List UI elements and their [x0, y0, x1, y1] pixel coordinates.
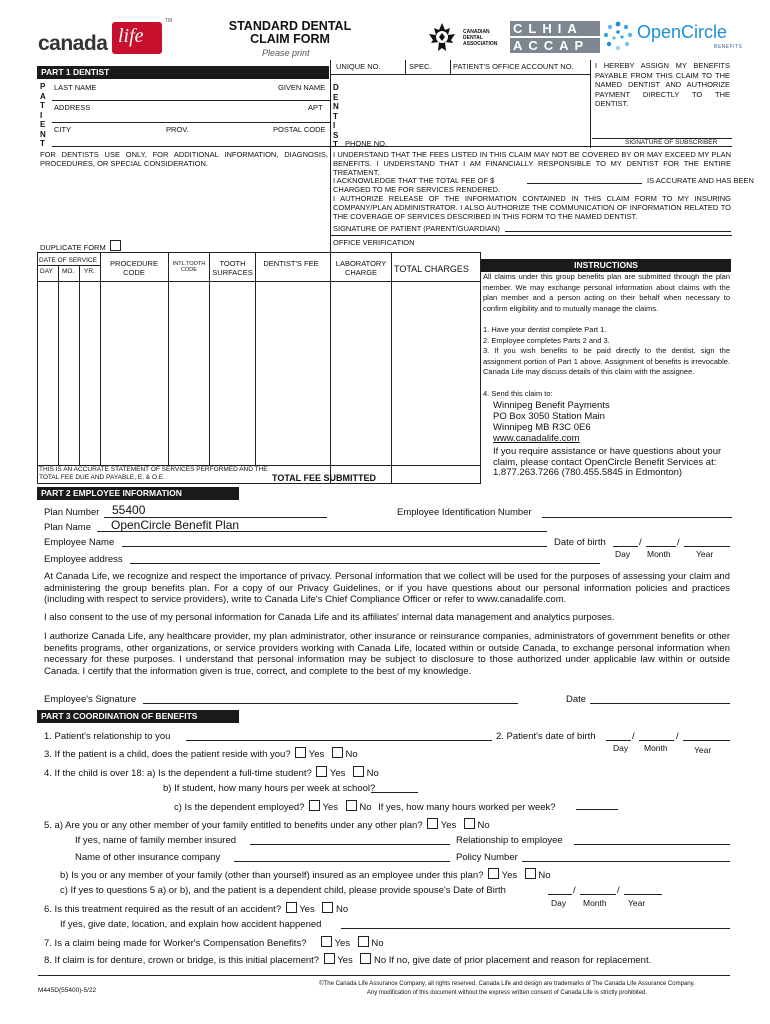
- city-label: CITY: [54, 125, 72, 134]
- part1-top-border: [330, 146, 732, 147]
- dentist-stamp-area[interactable]: [345, 76, 589, 138]
- total-fee-field[interactable]: [527, 183, 642, 184]
- part1-divider: [330, 60, 331, 252]
- q5-relationship-field[interactable]: [574, 844, 730, 845]
- col-fee-end: [330, 252, 331, 484]
- q5a-no-checkbox[interactable]: [464, 818, 475, 829]
- q5a-no-label: No: [477, 820, 490, 831]
- mailing-address-line3: Winnipeg MB R3C 0E6: [493, 422, 591, 433]
- privacy-text: At Canada Life, we recognize and respect the importance of privacy. Personal information that we collect will be used for the purposes of assessing your claim and administering the group benefits plan. For a copy of our Privacy Guidelines, or if you have questions about our personal information policies and practices (including with respect to service providers), write to Canada Life's Chief Compliance Officer or refer to www.canadalife.com.: [44, 571, 730, 605]
- plan-name-value[interactable]: OpenCircle Benefit Plan: [111, 518, 240, 532]
- account-divider: [450, 60, 451, 74]
- q5c-year-field[interactable]: [624, 894, 662, 895]
- q8-no-checkbox[interactable]: [360, 953, 371, 964]
- q2-month-field[interactable]: [639, 740, 674, 741]
- q5-company-label: Name of other insurance company: [75, 852, 221, 863]
- form-title: [215, 20, 365, 46]
- dob-month-caption: Month: [647, 549, 671, 559]
- col-intl-end: [209, 252, 210, 465]
- q2-day-caption: Day: [613, 743, 629, 753]
- q2-year-caption: Year: [694, 745, 712, 755]
- canada-life-logo: canada life TM: [38, 18, 173, 55]
- dob-year-field[interactable]: [684, 546, 730, 547]
- q5b-no-label: No: [538, 870, 551, 881]
- given-name-label: GIVEN NAME: [278, 83, 326, 92]
- col-day-end: [58, 265, 59, 465]
- duplicate-form: [40, 240, 121, 252]
- plan-name-label: Plan Name: [44, 522, 91, 533]
- q3-yes-label: Yes: [308, 749, 325, 760]
- subscriber-signature-label: SIGNATURE OF SUBSCRIBER: [625, 139, 718, 146]
- q7-label: 7. Is a claim being made for Worker's Compensation Benefits?: [44, 938, 307, 949]
- opencircle-sub: BENEFITS: [714, 44, 743, 50]
- q6-label: 6. Is this treatment required as the result of an accident?: [44, 904, 282, 915]
- col-mo-header: MO.: [62, 268, 75, 275]
- instructions-heading: INSTRUCTIONS: [481, 259, 731, 272]
- plan-number-value[interactable]: 55400: [112, 503, 146, 517]
- patient-signature-field[interactable]: [505, 231, 731, 232]
- opencircle-name: OpenCircle: [637, 22, 728, 42]
- q5c-label: c) If yes to questions 5 a) or b), and the patient is a dependent child, please provide spouse's Date of Birth: [60, 885, 506, 896]
- q8-yes-label: Yes: [337, 955, 353, 966]
- dentist-use-text: FOR DENTISTS USE ONLY, FOR ADDITIONAL INFORMATION, DIAGNOSIS, PROCEDURES, OR SPECIAL CONSIDERATION.: [40, 150, 328, 168]
- q5-policy-field[interactable]: [522, 861, 730, 862]
- q4c-no-label: No: [359, 802, 372, 813]
- total-fee-submitted-label: TOTAL FEE SUBMITTED: [272, 473, 377, 483]
- prov-label: PROV.: [166, 125, 189, 134]
- col-date-end: [100, 252, 101, 465]
- name-field[interactable]: [52, 100, 330, 101]
- q2-sep1: /: [632, 731, 635, 742]
- q5-relationship-label: Relationship to employee: [456, 835, 563, 846]
- dob-month-field[interactable]: [646, 546, 676, 547]
- q5-policy-label: Policy Number: [456, 852, 518, 863]
- q5c-day-field[interactable]: [548, 894, 572, 895]
- col-tooth-header: TOOTH SURFACES: [212, 259, 253, 277]
- clhia-bottom: ACCAP: [510, 38, 600, 53]
- employee-dob-label: Date of birth: [554, 537, 606, 548]
- mailing-address: [493, 400, 610, 444]
- q4a: [44, 766, 379, 779]
- col-mo-end: [79, 265, 80, 465]
- q7-no-label: No: [371, 938, 384, 949]
- q5c-month-field[interactable]: [580, 894, 616, 895]
- acknowledge-rest: CHARGED TO ME FOR SERVICES RENDERED.: [333, 185, 501, 194]
- duplicate-form-label: DUPLICATE FORM: [40, 243, 106, 252]
- copyright-line2: Any modification of this document without the express written consent of Canada Life is strictly prohibited.: [366, 990, 648, 996]
- dob-sep2: /: [677, 537, 680, 548]
- consent-text: I also consent to the use of my personal information for Canada Life and its affiliates' internal data management and analytics purposes.: [44, 612, 615, 623]
- q3: [44, 747, 358, 760]
- spec-divider: [405, 60, 406, 74]
- cda-logo: [425, 21, 507, 55]
- instructions-step1: 1. Have your dentist complete Part 1.: [483, 325, 607, 334]
- employee-signature-label: Employee's Signature: [44, 694, 137, 705]
- col-tooth-end: [255, 252, 256, 465]
- col-procedure-header: PROCEDURE CODE: [110, 259, 158, 277]
- duplicate-form-checkbox[interactable]: [110, 240, 121, 251]
- part1-heading: PART 1 DENTIST: [37, 66, 329, 79]
- q5a-yes-checkbox[interactable]: [427, 818, 438, 829]
- q4a-yes-checkbox[interactable]: [316, 766, 327, 777]
- q8-label: 8. If claim is for denture, crown or bridge, is this initial placement?: [44, 955, 320, 966]
- form-title-line1: STANDARD DENTAL: [228, 19, 352, 33]
- opencircle-dots-icon: [602, 20, 634, 52]
- postal-label: POSTAL CODE: [273, 125, 326, 134]
- q4c: [174, 800, 556, 813]
- q1-field[interactable]: [186, 740, 492, 741]
- q5b-no-checkbox[interactable]: [525, 868, 536, 879]
- q6: [44, 902, 348, 915]
- plan-name-line: [97, 531, 547, 532]
- q5a-yes-label: Yes: [440, 820, 457, 831]
- instructions-step3: 3. If you wish benefits to be paid directly to the dentist, sign the assignment portion of Part 1 above. Assignment of benefits is irrevocable. Canada Life may discuss details of this claim with the assignee.: [483, 346, 730, 377]
- phone-label: PHONE NO.: [345, 139, 388, 148]
- q6-yes-checkbox[interactable]: [286, 902, 297, 913]
- signature-date-field[interactable]: [590, 703, 730, 704]
- q4c-hours-field[interactable]: [576, 809, 618, 810]
- q8: [44, 953, 651, 966]
- q4a-no-label: No: [366, 768, 379, 779]
- q8-no-label: No If no, give date of prior placement and reason for replacement.: [373, 955, 652, 966]
- q5c-month-caption: Month: [583, 898, 607, 908]
- dob-day-field[interactable]: [613, 546, 638, 547]
- q2-month-caption: Month: [644, 743, 668, 753]
- patient-signature-label: SIGNATURE OF PATIENT (PARENT/GUARDIAN): [333, 224, 500, 233]
- col-proc-end: [168, 252, 169, 465]
- form-title-line2: CLAIM FORM: [250, 32, 330, 46]
- q6-details-label: If yes, give date, location, and explain how accident happened: [60, 919, 322, 930]
- dentist-letters: D E N T I S T: [333, 83, 339, 149]
- unique-row-bottom: [330, 74, 590, 75]
- q5-insured-field[interactable]: [250, 844, 450, 845]
- q8-yes-checkbox[interactable]: [324, 953, 335, 964]
- authorize-release-text: I AUTHORIZE RELEASE OF THE INFORMATION CONTAINED IN THIS CLAIM FORM TO MY INSURING COMPANY/PLAN ADMINISTRATOR. I ALSO AUTHORIZE THE COMMUNICATION OF INFORMATION RELATED TO THE COVERAGE OF SERVICES DESCRIBED IN THIS FORM TO THE NAMED DENTIST.: [333, 194, 731, 221]
- part3-heading: PART 3 COORDINATION OF BENEFITS: [37, 710, 239, 723]
- q2-sep2: /: [676, 731, 679, 742]
- instructions-step2: 2. Employee completes Parts 2 and 3.: [483, 336, 610, 345]
- cda-text: CANADIAN DENTAL ASSOCIATION: [463, 29, 498, 47]
- patient-letters: P A T I E N T: [40, 82, 46, 148]
- q5b: [60, 868, 551, 881]
- acknowledge-start: I ACKNOWLEDGE THAT THE TOTAL FEE OF $: [333, 176, 495, 185]
- q2-year-field[interactable]: [683, 740, 730, 741]
- copyright-line1: ©The Canada Life Assurance Company, all rights reserved. Canada Life and design are trademarks of The Canada Life Assurance Company.: [319, 981, 695, 987]
- q4c-hours-label: If yes, how many hours worked per week?: [378, 802, 556, 813]
- employee-address-field[interactable]: [130, 563, 600, 564]
- mailing-address-line2: PO Box 3050 Station Main: [493, 411, 605, 422]
- col-total-header: TOTAL CHARGES: [394, 264, 469, 274]
- instructions-intro: All claims under this group benefits plan are submitted through the plan member. We may exchange personal information about claims with the plan member and a person acting on their behalf when necessary to confirm eligibility and to mutually manage the claims.: [483, 272, 730, 313]
- employee-id-label: Employee Identification Number: [397, 507, 532, 518]
- q2-day-field[interactable]: [606, 740, 631, 741]
- signature-date-label: Date: [566, 694, 587, 705]
- col-day-header: DAY: [40, 268, 53, 275]
- q5b-label: b) Is you or any member of your family (other than yourself) insured as an employee under this plan?: [60, 870, 484, 881]
- employee-address-label: Employee address: [44, 554, 123, 565]
- q4c-yes-checkbox[interactable]: [309, 800, 320, 811]
- q5c-year-caption: Year: [628, 898, 646, 908]
- instructions-step4: 4. Send this claim to:: [483, 389, 553, 398]
- trademark-mark: TM: [165, 18, 173, 24]
- q7: [44, 936, 384, 949]
- plan-number-label: Plan Number: [44, 507, 100, 518]
- employee-id-field[interactable]: [542, 517, 732, 518]
- q6-yes-label: Yes: [299, 904, 315, 915]
- q7-yes-checkbox[interactable]: [321, 936, 332, 947]
- last-name-label: LAST NAME: [54, 83, 97, 92]
- authorize-text: I authorize Canada Life, any healthcare provider, my plan administrator, other insurance or reinsurance companies, administrators of government benefits or other benefits programs, other organizations, or service providers working with Canada Life, located within or outside Canada, to exchange personal information when necessary for these purposes. I understand that personal information may be subject to disclosure to those authorized under applicable law within or outside Canada. I certify that the information given is true, correct, and complete to the best of my knowledge.: [44, 631, 730, 677]
- q5-insured-label: If yes, name of family member insured: [75, 835, 237, 846]
- q5b-yes-checkbox[interactable]: [488, 868, 499, 879]
- form-code: M445D(55400)-5/22: [38, 987, 97, 994]
- office-account-label: PATIENT'S OFFICE ACCOUNT NO.: [453, 62, 574, 71]
- q4a-yes-label: Yes: [329, 768, 346, 779]
- q4b-field[interactable]: [371, 792, 418, 793]
- apt-label: APT: [308, 103, 323, 112]
- maple-leaf-icon: [425, 21, 459, 55]
- mailing-address-line1: Winnipeg Benefit Payments: [493, 400, 610, 411]
- q5b-yes-label: Yes: [501, 870, 518, 881]
- dob-year-caption: Year: [696, 549, 714, 559]
- q8-details-field[interactable]: [38, 975, 730, 976]
- spec-label: SPEC.: [409, 62, 432, 71]
- table-header-bottom: [37, 281, 481, 282]
- dob-sep1: /: [639, 537, 642, 548]
- q5a: [44, 818, 490, 831]
- acknowledge-end: IS ACCURATE AND HAS BEEN: [647, 176, 754, 185]
- q3-no-checkbox[interactable]: [332, 747, 343, 758]
- q7-yes-label: Yes: [334, 938, 351, 949]
- clhia-top: CLHIA: [510, 21, 600, 36]
- q5c-sep1: /: [573, 885, 576, 896]
- q4c-label: c) Is the dependent employed?: [174, 802, 305, 813]
- q2-label: 2. Patient's date of birth: [496, 731, 596, 742]
- assign-text: I HEREBY ASSIGN MY BENEFITS PAYABLE FROM THIS CLAIM TO THE NAMED DENTIST AND AUTHORIZE PAYMENT DIRECTLY TO THE DENTIST.: [595, 61, 730, 108]
- col-yr-header: YR.: [84, 268, 95, 275]
- accurate-statement: THIS IS AN ACCURATE STATEMENT OF SERVICES PERFORMED AND THE TOTAL FEE DUE AND PAYABLE, E. & O.E.: [39, 466, 268, 481]
- unique-no-label: UNIQUE NO.: [336, 62, 381, 71]
- address-field[interactable]: [52, 122, 330, 123]
- col-fee-header: DENTIST'S FEE: [263, 259, 319, 268]
- date-subheader: [37, 265, 100, 266]
- q3-label: 3. If the patient is a child, does the patient reside with you?: [44, 749, 291, 760]
- q5-company-field[interactable]: [234, 861, 450, 862]
- address-label: ADDRESS: [54, 103, 91, 112]
- assign-divider: [590, 60, 591, 148]
- q3-no-label: No: [345, 749, 358, 760]
- q3-yes-checkbox[interactable]: [295, 747, 306, 758]
- employee-name-field[interactable]: [122, 546, 547, 547]
- employee-name-label: Employee Name: [44, 537, 115, 548]
- opencircle-logo: [602, 18, 742, 56]
- sig-row-bottom: [330, 235, 732, 236]
- office-verification-label: OFFICE VERIFICATION: [333, 238, 415, 247]
- q4a-label: 4. If the child is over 18: a) Is the dependent a full-time student?: [44, 768, 312, 779]
- assistance-text: If you require assistance or have questions about your claim, please contact OpenCircle Benefit Services at: 1.877.263.7266 (780.455.5845 in Edmonton): [493, 446, 722, 478]
- website-link[interactable]: www.canadalife.com: [493, 433, 580, 444]
- q6-no-label: No: [336, 904, 349, 915]
- q5a-label: 5. a) Are you or any other member of your family entitled to benefits under any other plan?: [44, 820, 423, 831]
- q6-details-field[interactable]: [341, 928, 730, 929]
- q5c-day-caption: Day: [551, 898, 567, 908]
- q1-label: 1. Patient's relationship to you: [44, 731, 171, 742]
- q7-no-checkbox[interactable]: [358, 936, 369, 947]
- q4c-no-checkbox[interactable]: [346, 800, 357, 811]
- dob-day-caption: Day: [615, 549, 631, 559]
- please-print: Please print: [262, 48, 310, 58]
- q4b-label: b) If student, how many hours per week at school?: [163, 783, 376, 794]
- col-date-header: DATE OF SERVICE: [39, 257, 97, 264]
- col-intl-header: INTL.TOOTH CODE: [172, 261, 206, 273]
- col-lab-end: [391, 252, 392, 484]
- clhia-logo: [510, 21, 600, 53]
- employee-signature-field[interactable]: [143, 703, 518, 704]
- q4a-no-checkbox[interactable]: [353, 766, 364, 777]
- procedure-table: [37, 252, 481, 484]
- city-field[interactable]: [52, 146, 330, 147]
- part2-heading: PART 2 EMPLOYEE INFORMATION: [37, 487, 239, 500]
- col-lab-header: LABORATORY CHARGE: [335, 259, 387, 277]
- q6-no-checkbox[interactable]: [322, 902, 333, 913]
- q4c-yes-label: Yes: [322, 802, 339, 813]
- q5c-sep2: /: [617, 885, 620, 896]
- understand-text: I UNDERSTAND THAT THE FEES LISTED IN THIS CLAIM MAY NOT BE COVERED BY OR MAY EXCEED MY PLAN BENEFITS. I UNDERSTAND THAT I AM FINANCIALLY RESPONSIBLE TO MY DENTIST FOR THE ENTIRE TREATMENT.: [333, 150, 731, 177]
